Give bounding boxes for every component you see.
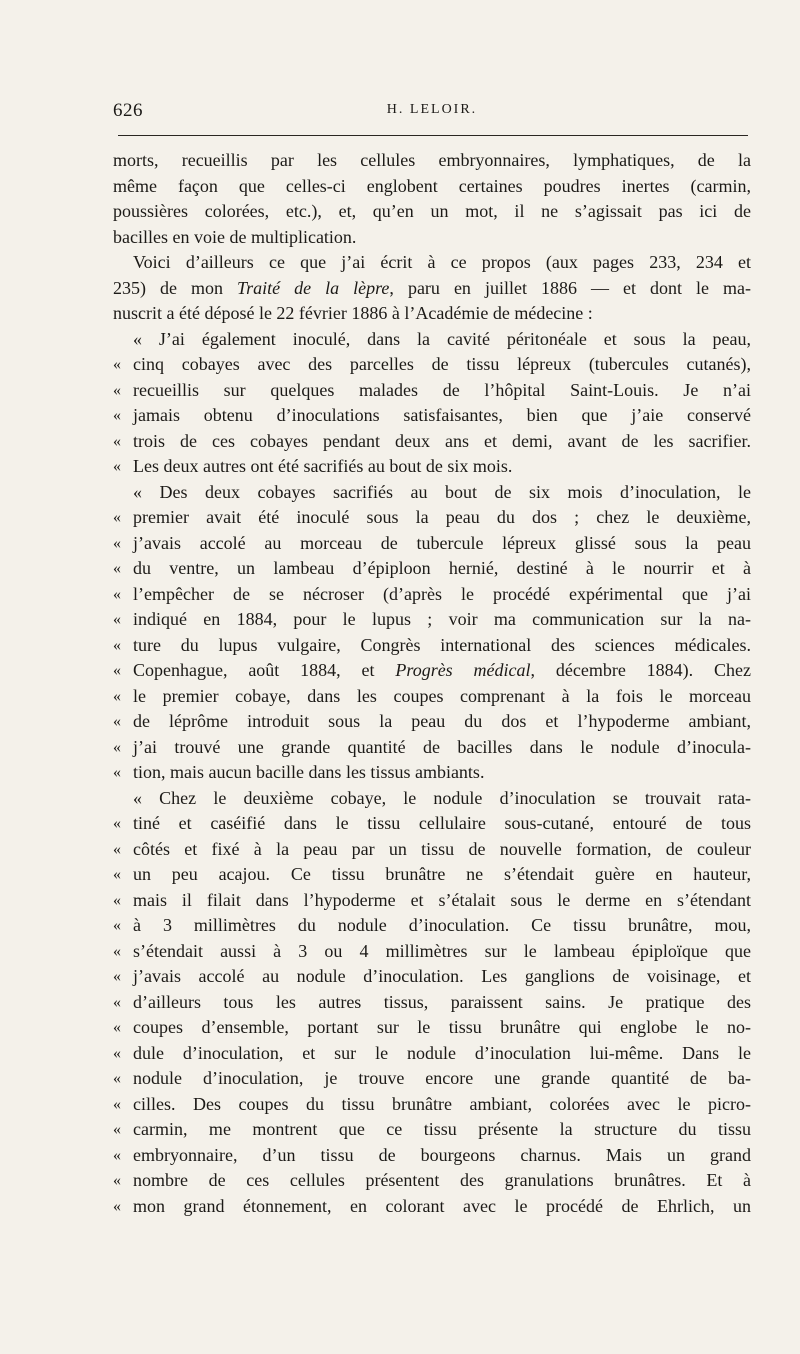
text-line (113, 480, 751, 506)
line-text: nuscrit a été déposé le 22 février 1886 à l’Académie de médecine : (113, 303, 593, 323)
line-text: carmin, me montrent que ce tissu présente la structure du tissu (133, 1119, 751, 1139)
guillemet-mark: « (113, 662, 121, 679)
guillemet-mark: « (113, 509, 121, 526)
guillemet-mark: « (113, 381, 121, 399)
text-line (113, 531, 751, 557)
text-line (113, 199, 751, 225)
text-line (113, 378, 751, 404)
line-text: le premier cobaye, dans les coupes comprenant à la fois le morceau (133, 685, 751, 706)
text-line (113, 225, 751, 251)
text-line (113, 1117, 751, 1143)
line-text: à 3 millimètres du nodule d’inoculation. Ce tissu brunâtre, mou, (133, 915, 751, 935)
guillemet-mark: « (113, 356, 121, 373)
line-text: j’avais accolé au nodule d’inoculation. Les ganglions de voisinage, et (133, 966, 751, 986)
guillemet-mark: « (113, 968, 121, 985)
text-line (113, 837, 751, 863)
guillemet-mark: « (113, 458, 121, 475)
line-text: poussières colorées, etc.), et, qu’en un mot, il ne s’agissait pas ici de (113, 201, 751, 221)
line-text: mon grand étonnement, en colorant avec le procédé de Ehrlich, un (133, 1195, 751, 1216)
running-head: H. LELOIR. (386, 102, 478, 117)
line-text: s’étendait aussi à 3 ou 4 millimètres sur le lambeau épiploïque que (133, 940, 751, 961)
text-line (113, 684, 751, 710)
guillemet-mark: « (113, 534, 121, 552)
line-text: mais il filait dans l’hypoderme et s’étalait sous le derme en s’étendant (133, 889, 751, 910)
guillemet-mark: « (113, 713, 121, 730)
text-line (113, 582, 751, 608)
line-text: même façon que celles-ci englobent certaines poudres inertes (carmin, (113, 175, 751, 196)
line-text: « Chez le deuxième cobaye, le nodule d’inoculation se trouvait rata- (133, 787, 751, 808)
guillemet-mark: « (113, 993, 121, 1011)
line-text: tiné et caséifié dans le tissu cellulaire sous-cutané, entouré de tous (133, 813, 751, 833)
text-line (113, 301, 751, 327)
text-line (113, 786, 751, 812)
line-text: coupes d’ensemble, portant sur le tissu brunâtre qui englobe le no- (133, 1017, 751, 1037)
line-text: j’ai trouvé une grande quantité de bacilles dans le nodule d’inocula- (133, 736, 751, 757)
text-line (113, 633, 751, 659)
guillemet-mark: « (113, 1044, 121, 1062)
guillemet-mark: « (113, 764, 121, 781)
line-text: ture du lupus vulgaire, Congrès international des sciences médicales. (133, 634, 751, 655)
text-line (113, 1041, 751, 1067)
guillemet-mark: « (113, 1121, 121, 1138)
text-line (113, 174, 751, 200)
line-text: jamais obtenu d’inoculations satisfaisantes, bien que j’aie conservé (133, 405, 751, 425)
line-text: 235) de mon Traité de la lèpre, paru en juillet 1886 — et dont le ma- (113, 277, 752, 298)
text-line (113, 1066, 751, 1092)
line-text: Voici d’ailleurs ce que j’ai écrit à ce propos (aux pages 233, 234 et (133, 252, 751, 272)
line-text: premier avait été inoculé sous la peau du dos ; chez le deuxième, (133, 507, 751, 527)
guillemet-mark: « (113, 1019, 121, 1036)
text-line (113, 403, 751, 429)
line-text: cinq cobayes avec des parcelles de tissu lépreux (tubercules cutanés), (133, 354, 751, 374)
line-text: « J’ai également inoculé, dans la cavité péritonéale et sous la peau, (133, 328, 751, 349)
text-line (113, 913, 751, 939)
text-line (113, 760, 751, 786)
guillemet-mark: « (113, 815, 121, 832)
text-line (113, 505, 751, 531)
guillemet-mark: « (113, 407, 121, 424)
italic-title: Progrès médical (395, 660, 531, 680)
line-text: l’empêcher de se nécroser (d’après le procédé expérimental que j’ai (133, 583, 751, 604)
line-text: bacilles en voie de multiplication. (113, 226, 357, 247)
text-line (113, 607, 751, 633)
text-line (113, 454, 751, 480)
body-text (113, 148, 751, 1219)
text-line (113, 1092, 751, 1118)
text-line (113, 811, 751, 837)
text-line (113, 735, 751, 761)
text-line (113, 1168, 751, 1194)
text-line (113, 1143, 751, 1169)
line-text: recueillis sur quelques malades de l’hôpital Saint-Louis. Je n’ai (133, 379, 751, 400)
line-text: côtés et fixé à la peau par un tissu de nouvelle formation, de couleur (133, 838, 751, 859)
text-line (113, 964, 751, 990)
line-text: j’avais accolé au morceau de tubercule lépreux glissé sous la peau (133, 532, 751, 553)
guillemet-mark: « (113, 1070, 121, 1087)
guillemet-mark: « (113, 611, 121, 628)
line-text: nombre de ces cellules présentent des granulations brunâtres. Et à (133, 1170, 751, 1190)
text-line (113, 1194, 751, 1220)
guillemet-mark: « (113, 891, 121, 909)
text-line (113, 709, 751, 735)
text-line (113, 327, 751, 353)
line-text: dule d’inoculation, et sur le nodule d’inoculation lui-même. Dans le (133, 1042, 751, 1063)
text-line (113, 352, 751, 378)
line-text: d’ailleurs tous les autres tissus, paraissent sains. Je pratique des (133, 991, 751, 1012)
text-line (113, 862, 751, 888)
line-text: morts, recueillis par les cellules embryonnaires, lymphatiques, de la (113, 150, 751, 170)
text-line (113, 1015, 751, 1041)
guillemet-mark: « (113, 917, 121, 934)
line-text: Copenhague, août 1884, et Progrès médical, décembre 1884). Chez (133, 660, 752, 680)
guillemet-mark: « (113, 636, 121, 654)
header-rule (118, 135, 748, 136)
line-text: tion, mais aucun bacille dans les tissus ambiants. (133, 762, 485, 782)
text-line (113, 429, 751, 455)
guillemet-mark: « (113, 1095, 121, 1113)
page-header (113, 100, 751, 128)
guillemet-mark: « (113, 687, 121, 705)
text-line (113, 990, 751, 1016)
guillemet-mark: « (113, 1172, 121, 1189)
text-line (113, 658, 751, 684)
line-text: Les deux autres ont été sacrifiés au bout de six mois. (133, 456, 513, 476)
italic-title: Traité de la lèpre (237, 277, 390, 298)
line-text: nodule d’inoculation, je trouve encore une grande quantité de ba- (133, 1068, 751, 1088)
guillemet-mark: « (113, 942, 121, 960)
text-line (113, 148, 751, 174)
text-line (113, 276, 751, 302)
text-line (113, 888, 751, 914)
line-text: cilles. Des coupes du tissu brunâtre ambiant, colorées avec le picro- (133, 1093, 751, 1114)
line-text: indiqué en 1884, pour le lupus ; voir ma communication sur la na- (133, 609, 751, 629)
guillemet-mark: « (113, 1146, 121, 1164)
line-text: du ventre, un lambeau d’épiploon hernié, destiné à le nourrir et à (133, 558, 751, 578)
guillemet-mark: « (113, 738, 121, 756)
guillemet-mark: « (113, 432, 121, 450)
line-text: trois de ces cobayes pendant deux ans et demi, avant de les sacrifier. (133, 430, 751, 451)
guillemet-mark: « (113, 840, 121, 858)
text-line (113, 939, 751, 965)
guillemet-mark: « (113, 585, 121, 603)
page-number: 626 (113, 100, 143, 121)
line-text: de léprôme introduit sous la peau du dos et l’hypoderme ambiant, (133, 711, 751, 731)
guillemet-mark: « (113, 1197, 121, 1215)
line-text: un peu acajou. Ce tissu brunâtre ne s’étendait guère en hauteur, (133, 864, 751, 884)
line-text: embryonnaire, d’un tissu de bourgeons charnus. Mais un grand (133, 1144, 751, 1165)
guillemet-mark: « (113, 866, 121, 883)
text-line (113, 250, 751, 276)
text-line (113, 556, 751, 582)
line-text: « Des deux cobayes sacrifiés au bout de six mois d’inoculation, le (133, 481, 751, 502)
guillemet-mark: « (113, 560, 121, 577)
